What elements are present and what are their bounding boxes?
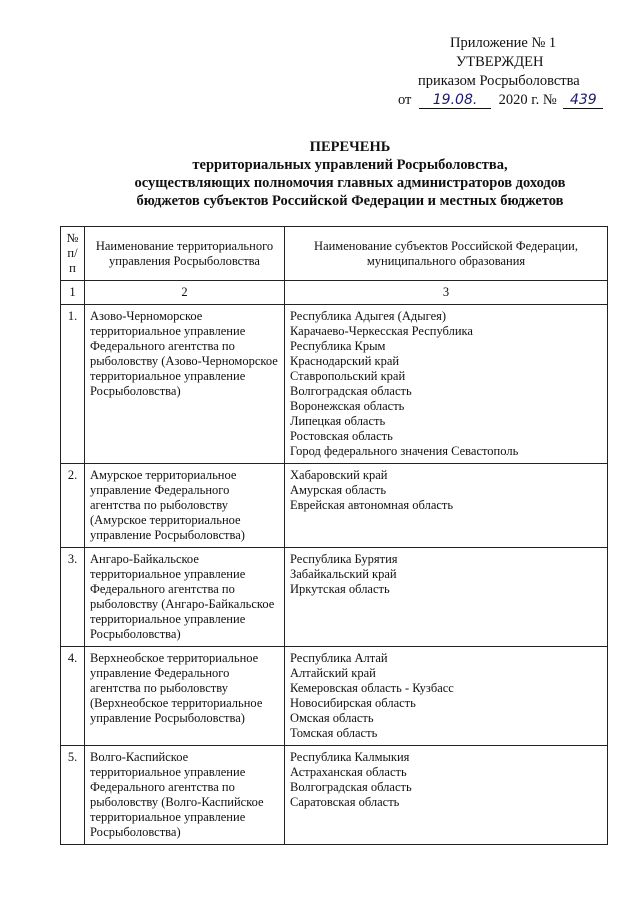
subject-name: Иркутская область bbox=[290, 582, 390, 596]
subject-name: Забайкальский край bbox=[290, 567, 397, 581]
table-row bbox=[61, 746, 608, 845]
subject-name: Республика Адыгея (Адыгея) bbox=[290, 309, 447, 323]
subjects-cell bbox=[285, 305, 608, 464]
subject-name: Республика Калмыкия bbox=[290, 750, 410, 764]
row-number: 5. bbox=[61, 746, 85, 845]
office-name: Амурское территориальное управление Федерального агентства по рыболовству (Амурское территориальное управление Росрыболовства) bbox=[85, 464, 285, 548]
subject-name: Воронежская область bbox=[290, 399, 405, 413]
subject-name: Республика Бурятия bbox=[290, 552, 398, 566]
table-row bbox=[61, 464, 608, 548]
index-cell: 3 bbox=[285, 281, 608, 305]
subjects-cell bbox=[285, 647, 608, 746]
order-label: приказом Росрыболовства bbox=[418, 73, 580, 89]
table-row bbox=[61, 548, 608, 647]
subject-name: Томская область bbox=[290, 726, 378, 740]
header-num: № п/п bbox=[61, 227, 85, 281]
subject-name: Алтайский край bbox=[290, 666, 376, 680]
heading-line-3: бюджетов субъектов Российской Федерации и местных бюджетов bbox=[136, 193, 564, 209]
subject-name: Хабаровский край bbox=[290, 468, 388, 482]
approved-label: УТВЕРЖДЕН bbox=[456, 54, 544, 70]
row-number: 2. bbox=[61, 464, 85, 548]
document-heading bbox=[100, 138, 600, 210]
index-cell: 1 bbox=[61, 281, 85, 305]
subject-name: Карачаево-Черкесская Республика bbox=[290, 324, 473, 338]
subject-name: Волгоградская область bbox=[290, 780, 412, 794]
subjects-cell bbox=[285, 464, 608, 548]
from-prefix: от bbox=[398, 92, 412, 108]
heading-line-2: осуществляющих полномочия главных администраторов доходов bbox=[134, 175, 566, 191]
subject-name: Еврейская автономная область bbox=[290, 498, 454, 512]
subject-name: Республика Алтай bbox=[290, 651, 388, 665]
handwritten-date: 19.08. bbox=[419, 92, 491, 109]
office-name: Волго-Каспийское территориальное управление Федерального агентства по рыболовству (Волго-Каспийское территориальное управление Росрыболовства) bbox=[85, 746, 285, 845]
appendix-label: Приложение № 1 bbox=[450, 35, 557, 51]
header-subjects: Наименование субъектов Российской Федерации, муниципального образования bbox=[285, 227, 608, 281]
subject-name: Новосибирская область bbox=[290, 696, 416, 710]
subject-name: Липецкая область bbox=[290, 414, 386, 428]
subject-name: Амурская область bbox=[290, 483, 387, 497]
order-date-line bbox=[398, 91, 618, 110]
subject-name: Омская область bbox=[290, 711, 374, 725]
row-number: 1. bbox=[61, 305, 85, 464]
handwritten-number: 439 bbox=[563, 92, 603, 109]
year-text: 2020 г. № bbox=[498, 92, 557, 108]
office-name: Верхнеобское территориальное управление Федерального агентства по рыболовству (Верхнеобское территориальное управление Росрыболовства) bbox=[85, 647, 285, 746]
subjects-cell bbox=[285, 746, 608, 845]
document-title: ПЕРЕЧЕНЬ bbox=[309, 139, 391, 155]
table-body bbox=[61, 305, 608, 845]
header-office: Наименование территориального управления Росрыболовства bbox=[85, 227, 285, 281]
index-cell: 2 bbox=[85, 281, 285, 305]
table-index-row bbox=[61, 281, 608, 305]
subject-name: Волгоградская область bbox=[290, 384, 412, 398]
office-name: Ангаро-Байкальское территориальное управление Федерального агентства по рыболовству (Ангаро-Байкальское территориальное управление Росрыболовства) bbox=[85, 548, 285, 647]
row-number: 3. bbox=[61, 548, 85, 647]
office-name: Азово-Черноморское территориальное управление Федерального агентства по рыболовству (Азово-Черноморское территориальное управление Росрыболовства) bbox=[85, 305, 285, 464]
row-number: 4. bbox=[61, 647, 85, 746]
table-header-row bbox=[61, 227, 608, 281]
subject-name: Республика Крым bbox=[290, 339, 386, 353]
approval-block bbox=[398, 34, 618, 110]
offices-table bbox=[60, 226, 608, 845]
table-row bbox=[61, 305, 608, 464]
subjects-cell bbox=[285, 548, 608, 647]
subject-name: Ростовская область bbox=[290, 429, 393, 443]
heading-line-1: территориальных управлений Росрыболовства, bbox=[192, 157, 508, 173]
subject-name: Кемеровская область - Кузбасс bbox=[290, 681, 454, 695]
table-row bbox=[61, 647, 608, 746]
subject-name: Саратовская область bbox=[290, 795, 400, 809]
subject-name: Астраханская область bbox=[290, 765, 407, 779]
subject-name: Город федерального значения Севастополь bbox=[290, 444, 519, 458]
subject-name: Ставропольский край bbox=[290, 369, 406, 383]
subject-name: Краснодарский край bbox=[290, 354, 400, 368]
